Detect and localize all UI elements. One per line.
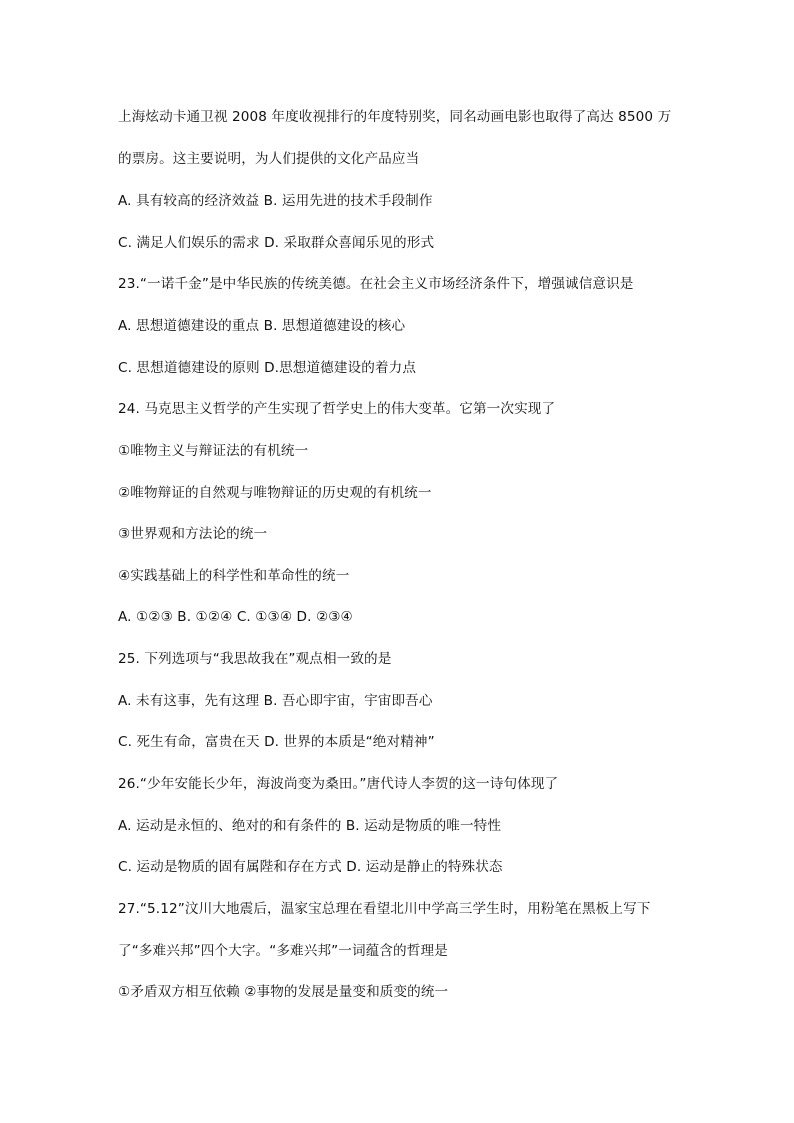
- option-line-23-cd: C. 思想道德建设的原则 D.思想道德建设的着力点: [118, 360, 417, 376]
- option-line-23-ab: A. 思想道德建设的重点 B. 思想道德建设的核心: [118, 318, 406, 334]
- question-24: 24. 马克思主义哲学的产生实现了哲学史上的伟大变革。它第一次实现了: [118, 401, 556, 417]
- option-line-22-ab: A. 具有较高的经济效益 B. 运用先进的技术手段制作: [118, 193, 433, 209]
- option-line-25-ab: A. 未有这事，先有这理 B. 吾心即宇宙，宇宙即吾心: [118, 693, 433, 709]
- option-line-24: A. ①②③ B. ①②④ C. ①③④ D. ②③④: [118, 609, 353, 625]
- question-23: 23.“一诺千金”是中华民族的传统美德。在社会主义市场经济条件下，增强诚信意识是: [118, 276, 634, 292]
- option-line-22-cd: C. 满足人们娱乐的需求 D. 采取群众喜闻乐见的形式: [118, 235, 435, 251]
- statement-24-1: ①唯物主义与辩证法的有机统一: [118, 443, 309, 459]
- option-line-26-cd: C. 运动是物质的固有属陛和存在方式 D. 运动是静止的特殊状态: [118, 859, 503, 875]
- question-27-continuation: 了“多难兴邦”四个大字。“多难兴邦”一词蕴含的哲理是: [118, 943, 448, 959]
- statement-24-4: ④实践基础上的科学性和革命性的统一: [118, 568, 350, 584]
- text-line-continuation-2: 的票房。这主要说明，为人们提供的文化产品应当: [118, 151, 420, 167]
- option-line-25-cd: C. 死生有命，富贵在天 D. 世界的本质是“绝对精神”: [118, 734, 435, 750]
- statement-27-1-2: ①矛盾双方相互依赖 ②事物的发展是量变和质变的统一: [118, 984, 449, 1000]
- question-26: 26.“少年安能长少年，海波尚变为桑田。”唐代诗人李贺的这一诗句体现了: [118, 776, 559, 792]
- statement-24-3: ③世界观和方法论的统一: [118, 526, 268, 542]
- text-line-continuation-1: 上海炫动卡通卫视 2008 年度收视排行的年度特别奖，同名动画电影也取得了高达 8500 万: [118, 109, 672, 125]
- statement-24-2: ②唯物辩证的自然观与唯物辩证的历史观的有机统一: [118, 485, 432, 501]
- question-27: 27.“5.12”汶川大地震后，温家宝总理在看望北川中学高三学生时，用粉笔在黑板上写下: [118, 901, 651, 917]
- question-25: 25. 下列选项与“我思故我在”观点相一致的是: [118, 651, 392, 667]
- option-line-26-ab: A. 运动是永恒的、绝对的和有条件的 B. 运动是物质的唯一特性: [118, 818, 502, 834]
